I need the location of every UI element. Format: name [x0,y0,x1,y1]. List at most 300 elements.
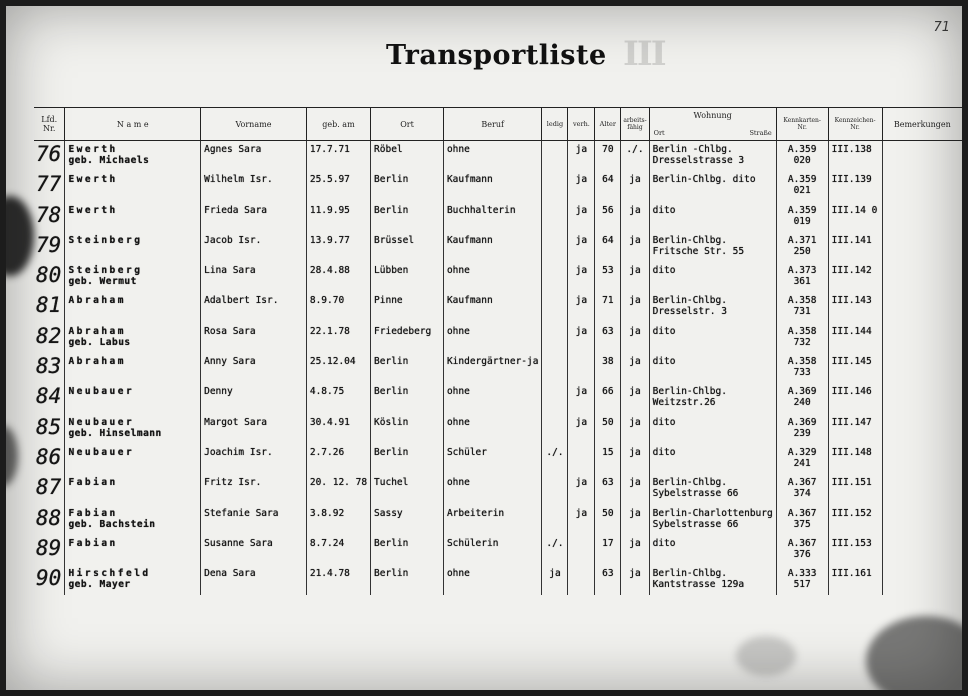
cell-vorname: Rosa Sara [201,323,307,353]
table-row [34,565,962,595]
cell-lfd-nr: 89 [36,535,62,560]
address-line: Berlin -Chlbg. [652,144,733,155]
kennkarte-part: 731 [793,306,811,318]
address-line: Berlin-Chlbg. [652,234,727,246]
cell-arbeitsfaehig: ja [621,565,649,595]
cell-kennzeichen: III.161 [828,565,882,595]
address-line: Berlin-Chlbg. dito [652,174,756,186]
cell-alter: 63 [595,565,621,595]
cell-arbeitsfaehig: ja [621,262,649,292]
cell-geb-am: 13.9.77 [306,232,370,262]
cell-vorname: Fritz Isr. [201,474,307,504]
cell-kennzeichen: III.153 [828,535,882,565]
table-row [34,202,962,232]
damage-stain [6,426,18,486]
kennkarte-part: 517 [793,579,811,591]
cell-alter: 15 [595,444,621,474]
header-vorname: Vorname [201,108,307,141]
kennkarte-part: 361 [793,276,811,288]
cell-lfd-nr: 90 [36,566,62,591]
cell-alter: 56 [595,202,621,232]
cell-name [65,353,201,383]
kennkarte-part: A.359 [787,174,817,186]
cell-wohnung [649,141,776,172]
address-line: Dresselstr. 3 [652,306,727,318]
surname: Hirschfeld [68,568,151,580]
cell-geb-am: 2.7.26 [306,444,370,474]
surname: Ewerth [68,204,118,216]
cell-alter: 70 [595,141,621,172]
document-title: Transportliste [386,40,607,71]
cell-kennkarte [776,414,828,444]
kennkarte-part: 374 [793,488,811,500]
cell-geb-am: 22.1.78 [306,323,370,353]
address-line: dito [652,416,676,428]
cell-geb-am: 3.8.92 [306,505,370,535]
cell-name [65,262,201,292]
cell-verh: ja [568,414,595,444]
cell-kennkarte [776,474,828,504]
cell-lfd-nr: 85 [36,414,62,439]
cell-kennkarte [776,262,828,292]
kennkarte-part: A.358 [787,295,817,307]
cell-kennkarte [776,141,828,172]
cell-bemerkungen [882,323,962,353]
cell-alter: 64 [595,232,621,262]
cell-lfd-nr: 83 [36,354,62,379]
cell-kennkarte [776,292,828,322]
header-verh: verh. [568,108,595,141]
cell-ledig [542,505,568,535]
cell-ledig: ja [542,565,568,595]
header-name: N a m e [65,108,201,141]
cell-ort: Berlin [371,383,444,413]
header-wohnung [649,108,776,141]
cell-name [65,292,201,322]
kennkarte-part: A.329 [787,446,817,458]
address-line: Fritsche Str. 55 [652,245,745,257]
cell-ort: Friedeberg [371,323,444,353]
kennkarte-part: A.359 [787,144,817,155]
cell-kennkarte [776,565,828,595]
surname: Ewerth [68,174,118,186]
cell-kennzeichen: III.144 [828,323,882,353]
cell-geb-am: 20. 12. 78 [306,474,370,504]
cell-geb-am: 17.7.71 [306,141,370,172]
cell-verh [568,353,595,383]
address-line: Berlin-Chlbg. [652,477,727,489]
cell-ort: Berlin [371,565,444,595]
table-row [34,292,962,322]
cell-arbeitsfaehig: ja [621,474,649,504]
damage-stain [6,196,34,276]
kennkarte-part: 732 [793,336,811,348]
address-line: Berlin-Chlbg. [652,295,727,307]
cell-geb-am: 25.5.97 [306,171,370,201]
cell-kennzeichen: III.147 [828,414,882,444]
header-geb-am: geb. am [306,108,370,141]
cell-alter: 50 [595,414,621,444]
address-line: dito [652,356,676,368]
cell-bemerkungen [882,474,962,504]
cell-wohnung [649,323,776,353]
cell-lfd-nr: 76 [36,142,62,166]
cell-ort: Sassy [371,505,444,535]
address-line: Dresselstrasse 3 [652,155,745,166]
cell-vorname: Jacob Isr. [201,232,307,262]
address-line: Sybelstrasse 66 [652,488,739,500]
cell-ort: Berlin [371,444,444,474]
cell-ort: Brüssel [371,232,444,262]
kennkarte-part: 250 [793,245,811,257]
cell-beruf: ohne [443,474,542,504]
kennkarte-part: A.371 [787,234,817,246]
address-line: Berlin-Chlbg. [652,568,727,580]
cell-kennzeichen: III.151 [828,474,882,504]
cell-ort: Köslin [371,414,444,444]
header-kennzeichen: Kennzeichen- Nr. [828,108,882,141]
cell-ledig [542,353,568,383]
kennkarte-part: A.367 [787,537,817,549]
cell-beruf: Kaufmann [443,292,542,322]
cell-beruf: Buchhalterin [443,202,542,232]
cell-verh: ja [568,474,595,504]
header-wohnung-ort: Ort [653,129,665,137]
cell-kennkarte [776,444,828,474]
cell-beruf: ohne [443,323,542,353]
kennkarte-part: A.367 [787,477,817,489]
cell-kennzeichen: III.139 [828,171,882,201]
cell-ledig: ./. [542,535,568,565]
kennkarte-part: 376 [793,548,811,560]
cell-wohnung [649,262,776,292]
kennkarte-part: A.373 [787,265,817,277]
cell-bemerkungen [882,232,962,262]
cell-geb-am: 30.4.91 [306,414,370,444]
surname: Neubauer [68,416,135,428]
table-row [34,171,962,201]
address-line: Berlin-Chlbg. [652,386,727,398]
cell-beruf: Kindergärtner-ja [443,353,542,383]
cell-verh: ja [568,505,595,535]
kennkarte-part: 241 [793,457,811,469]
cell-kennkarte [776,171,828,201]
cell-arbeitsfaehig: ./. [621,141,649,172]
address-line: dito [652,446,676,458]
cell-ledig [542,171,568,201]
cell-ledig [542,414,568,444]
cell-wohnung [649,565,776,595]
kennkarte-part: A.358 [787,325,817,337]
cell-bemerkungen [882,505,962,535]
cell-beruf: ohne [443,565,542,595]
document-page [6,6,962,690]
cell-name [65,202,201,232]
surname: Abraham [68,356,126,368]
cell-kennkarte [776,535,828,565]
table-row [34,323,962,353]
cell-alter: 64 [595,171,621,201]
cell-vorname: Lina Sara [201,262,307,292]
header-kennkarten: Kennkarten- Nr. [776,108,828,141]
cell-vorname: Denny [201,383,307,413]
cell-lfd-nr: 86 [36,444,62,469]
surname: Neubauer [68,446,135,458]
cell-lfd-nr: 82 [36,323,62,348]
surname: Fabian [68,507,118,519]
cell-arbeitsfaehig: ja [621,292,649,322]
kennkarte-part: 019 [793,215,811,227]
table-row [34,353,962,383]
cell-wohnung [649,232,776,262]
cell-beruf: ohne [443,141,542,172]
cell-alter: 71 [595,292,621,322]
table-row [34,414,962,444]
transport-table [34,107,962,595]
cell-ort: Lübben [371,262,444,292]
cell-arbeitsfaehig: ja [621,505,649,535]
kennkarte-part: 239 [793,427,811,439]
cell-alter: 66 [595,383,621,413]
cell-bemerkungen [882,444,962,474]
cell-beruf: ohne [443,262,542,292]
cell-geb-am: 8.7.24 [306,535,370,565]
cell-ort: Berlin [371,353,444,383]
header-wohnung-label: Wohnung [693,111,732,120]
cell-wohnung [649,202,776,232]
surname: Ewerth [68,144,118,155]
surname: Neubauer [68,386,135,398]
table-row [34,505,962,535]
page-number: 71 [933,20,950,35]
cell-lfd-nr: 88 [36,505,62,530]
cell-vorname: Adalbert Isr. [201,292,307,322]
cell-geb-am: 25.12.04 [306,353,370,383]
table-row [34,383,962,413]
cell-verh: ja [568,141,595,172]
cell-bemerkungen [882,171,962,201]
cell-verh [568,565,595,595]
cell-bemerkungen [882,535,962,565]
cell-lfd-nr: 87 [36,475,62,500]
cell-lfd-nr: 81 [36,293,62,318]
cell-name [65,565,201,595]
damage-stain [736,636,796,676]
cell-alter: 50 [595,505,621,535]
cell-wohnung [649,353,776,383]
cell-beruf: Arbeiterin [443,505,542,535]
kennkarte-part: 240 [793,397,811,409]
maiden-name: geb. Wermut [68,276,137,288]
cell-arbeitsfaehig: ja [621,323,649,353]
cell-lfd-nr: 77 [36,172,62,197]
surname: Abraham [68,325,126,337]
header-ort: Ort [371,108,444,141]
address-line: Kantstrasse 129a [652,579,745,591]
cell-kennzeichen: III.152 [828,505,882,535]
kennkarte-part: 021 [793,185,811,197]
table-row [34,474,962,504]
cell-lfd-nr: 78 [36,202,62,227]
cell-ledig [542,474,568,504]
cell-verh: ja [568,232,595,262]
cell-name [65,535,201,565]
address-line: Sybelstrasse 66 [652,518,739,530]
header-ledig: ledig [542,108,568,141]
cell-name [65,141,201,172]
surname: Fabian [68,477,118,489]
table-row [34,444,962,474]
cell-arbeitsfaehig: ja [621,535,649,565]
cell-ledig: ./. [542,444,568,474]
table-row [34,535,962,565]
surname: Abraham [68,295,126,307]
cell-beruf: Schülerin [443,535,542,565]
cell-ledig [542,141,568,172]
cell-arbeitsfaehig: ja [621,171,649,201]
cell-kennkarte [776,353,828,383]
cell-beruf: Schüler [443,444,542,474]
surname: Fabian [68,537,118,549]
cell-alter: 38 [595,353,621,383]
cell-wohnung [649,474,776,504]
cell-kennkarte [776,505,828,535]
cell-wohnung [649,414,776,444]
cell-bemerkungen [882,141,962,172]
cell-geb-am: 8.9.70 [306,292,370,322]
cell-verh: ja [568,262,595,292]
roman-stamp: III [623,34,665,74]
cell-name [65,383,201,413]
cell-geb-am: 21.4.78 [306,565,370,595]
cell-ort: Berlin [371,171,444,201]
cell-kennkarte [776,383,828,413]
kennkarte-part: A.359 [787,204,817,216]
cell-lfd-nr: 84 [36,384,62,409]
cell-ort: Röbel [371,141,444,172]
cell-bemerkungen [882,565,962,595]
cell-lfd-nr: 80 [36,263,62,288]
cell-name [65,171,201,201]
cell-vorname: Joachim Isr. [201,444,307,474]
cell-arbeitsfaehig: ja [621,444,649,474]
cell-alter: 17 [595,535,621,565]
cell-wohnung [649,383,776,413]
cell-vorname: Frieda Sara [201,202,307,232]
address-line: dito [652,265,676,277]
kennkarte-part: A.358 [787,356,817,368]
header-wohnung-strasse: Straße [749,129,772,137]
cell-arbeitsfaehig: ja [621,414,649,444]
maiden-name: geb. Hinselmann [68,427,162,439]
cell-vorname: Anny Sara [201,353,307,383]
kennkarte-part: A.369 [787,386,817,398]
cell-bemerkungen [882,353,962,383]
cell-kennzeichen: III.138 [828,141,882,172]
cell-name [65,323,201,353]
cell-verh [568,444,595,474]
cell-wohnung [649,444,776,474]
cell-alter: 53 [595,262,621,292]
cell-bemerkungen [882,414,962,444]
cell-ledig [542,232,568,262]
cell-kennzeichen: III.145 [828,353,882,383]
cell-kennzeichen: III.142 [828,262,882,292]
kennkarte-part: A.369 [787,416,817,428]
cell-lfd-nr: 79 [36,232,62,257]
cell-vorname: Margot Sara [201,414,307,444]
cell-vorname: Wilhelm Isr. [201,171,307,201]
cell-name [65,414,201,444]
cell-kennzeichen: III.141 [828,232,882,262]
surname: Steinberg [68,265,143,277]
cell-ledig [542,323,568,353]
maiden-name: geb. Michaels [68,155,150,166]
cell-beruf: Kaufmann [443,171,542,201]
cell-ledig [542,262,568,292]
address-line: Berlin-Charlottenburg [652,507,773,519]
header-lfd-nr: Lfd. Nr. [34,108,65,141]
cell-arbeitsfaehig: ja [621,353,649,383]
table-row [34,262,962,292]
cell-arbeitsfaehig: ja [621,232,649,262]
cell-bemerkungen [882,202,962,232]
address-line: dito [652,204,676,216]
cell-verh: ja [568,383,595,413]
cell-vorname: Susanne Sara [201,535,307,565]
cell-arbeitsfaehig: ja [621,383,649,413]
address-line: dito [652,325,676,337]
cell-kennzeichen: III.14 0 [828,202,882,232]
cell-beruf: ohne [443,414,542,444]
address-line: dito [652,537,676,549]
cell-vorname: Agnes Sara [201,141,307,172]
cell-bemerkungen [882,262,962,292]
cell-verh: ja [568,292,595,322]
maiden-name: geb. Bachstein [68,518,156,530]
cell-ledig [542,292,568,322]
kennkarte-part: 375 [793,518,811,530]
cell-alter: 63 [595,474,621,504]
cell-arbeitsfaehig: ja [621,202,649,232]
cell-wohnung [649,292,776,322]
cell-wohnung [649,505,776,535]
cell-kennzeichen: III.146 [828,383,882,413]
header-arbeitsfaehig: arbeits- fähig [621,108,649,141]
damage-stain [866,616,962,690]
cell-ort: Tuchel [371,474,444,504]
cell-kennkarte [776,202,828,232]
maiden-name: geb. Mayer [68,579,131,591]
maiden-name: geb. Labus [68,336,131,348]
header-bemerkungen: Bemerkungen [882,108,962,141]
cell-vorname: Stefanie Sara [201,505,307,535]
cell-ledig [542,383,568,413]
cell-verh: ja [568,202,595,232]
cell-name [65,444,201,474]
cell-kennzeichen: III.148 [828,444,882,474]
cell-name [65,474,201,504]
cell-verh: ja [568,323,595,353]
cell-alter: 63 [595,323,621,353]
cell-verh: ja [568,171,595,201]
header-alter: Alter [595,108,621,141]
cell-bemerkungen [882,383,962,413]
cell-ort: Pinne [371,292,444,322]
kennkarte-part: A.333 [787,568,817,580]
cell-wohnung [649,535,776,565]
table-row [34,141,962,172]
